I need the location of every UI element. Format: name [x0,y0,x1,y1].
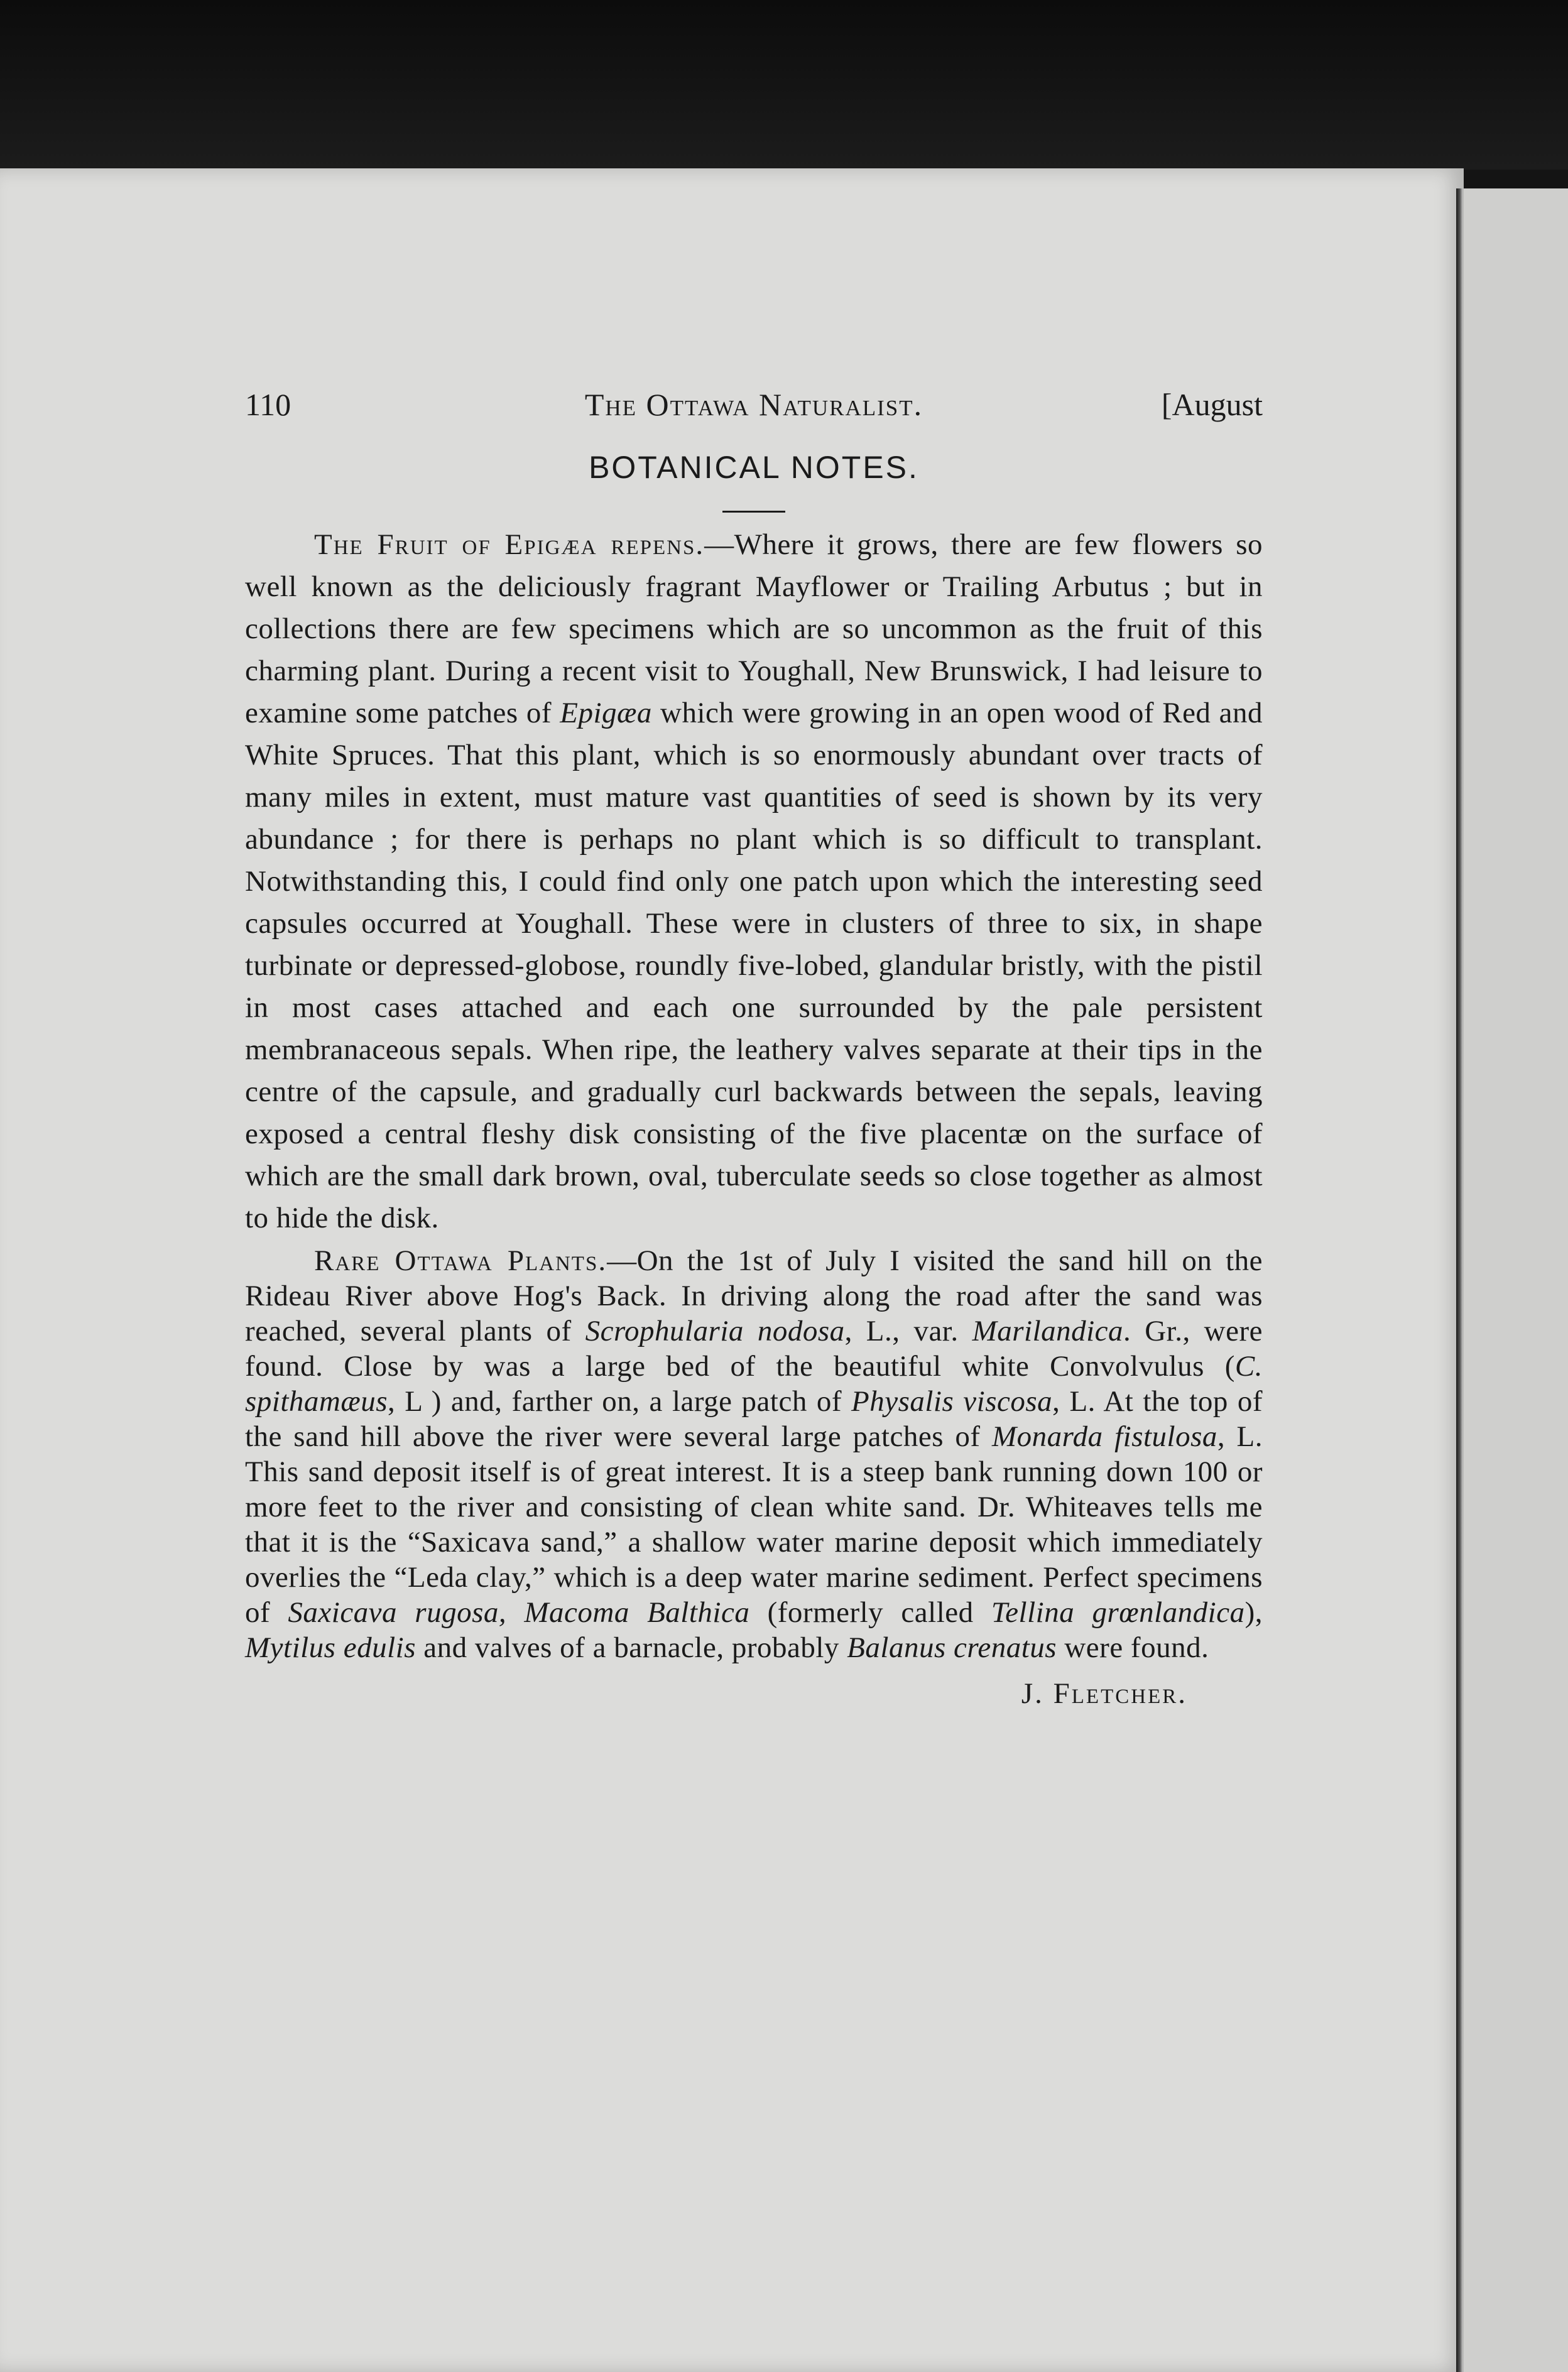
taxon-name: Saxicava rugosa, Macoma Balthica [288,1596,750,1629]
author-signature: J. Fletcher. [1021,1677,1187,1710]
body-text: , L., var. [844,1315,972,1347]
title-rule [722,511,785,513]
taxon-name: Physalis viscosa [851,1385,1053,1418]
body-text: were found. [1057,1631,1209,1664]
scan-top-border [0,0,1568,170]
taxon-name: Mytilus edulis [245,1631,416,1664]
taxon-name: Scrophularia nodosa [585,1315,845,1347]
body-text: . Gr., were found. Close by was a large bed of the beautiful white Convolvulus ( [245,1315,1263,1383]
body-text: which were growing in an open wood of Red and White Spruces. That this plant, which is so enormously abundant over tracts of many miles in extent, must mature vast quantities of seed is shown by its very abundance ; for there is perhaps no plant which is so difficult to transplant. Notwithstanding this, I could find only one patch upon which the interesting seed capsules occurred at Youghall. These were in clusters of three to six, in shape turbinate or depressed-globose, roundly five-lobed, glandular bristly, with the pistil in most cases attached and each one surrounded by the pale persistent membranaceous sepals. When ripe, the leathery valves separate at their tips in the centre of the capsule, and gradually curl backwards between the sepals, leaving exposed a central fleshy disk consisting of the five placentæ on the surface of which are the small dark brown, oval, tuberculate seeds so close together as almost to hide the disk. [245,697,1263,1234]
taxon-name: Monarda fistulosa [991,1420,1217,1453]
section-heading: Rare Ottawa Plants. [314,1244,607,1277]
body-text: , L. This sand deposit itself is of great interest. It is a steep bank running down 100 or more feet to the river and consisting of clean white sand. Dr. Whiteaves tells me that it is the “Saxicava sand,” a shallow water marine deposit which immediately overlies the “Leda clay,” which is a deep water marine sediment. Perfect specimens of [245,1420,1263,1629]
paragraph-rare-plants [245,1243,1263,1665]
body-text: —On the 1st of July I visited the sand hill on the Rideau River above Hog's Back. In driving along the road after the sand was reached, several plants of [245,1244,1263,1347]
article-title: BOTANICAL NOTES. [589,450,919,485]
paragraph-epigaea [245,524,1263,1239]
taxon-name: Marilandica [972,1315,1124,1347]
body-text: ), [1244,1596,1263,1629]
page-content [245,386,1263,1711]
body-text: , L. At the top of the sand hill above the river were several large patches of [245,1385,1263,1453]
body-text: and valves of a barnacle, probably [416,1631,847,1664]
body-text: , L ) and, farther on, a large patch of [388,1385,852,1418]
page-edge-shadow [1456,188,1462,2372]
adjacent-page-edge [1454,188,1568,2372]
running-head [245,386,1263,437]
taxon-name: Epigæa [560,697,652,729]
taxon-name: C. spithamæus [245,1350,1263,1418]
issue-month: [August [1161,387,1263,422]
taxon-name: Tellina grœnlandica [991,1596,1245,1629]
journal-title: The Ottawa Naturalist. [584,387,923,422]
body-text: —Where it grows, there are few flowers so well known as the deliciously fragrant Mayflower or Trailing Arbutus ; but in collections there are few specimens which are so uncommon as the fruit of this charming plant. During a recent visit to Youghall, New Brunswick, I had leisure to examine some patches of [245,528,1263,729]
section-heading: The Fruit of Epigæa repens. [314,528,705,561]
page-number: 110 [245,387,291,422]
taxon-name: Balanus crenatus [847,1631,1057,1664]
body-text: (formerly called [749,1596,991,1629]
